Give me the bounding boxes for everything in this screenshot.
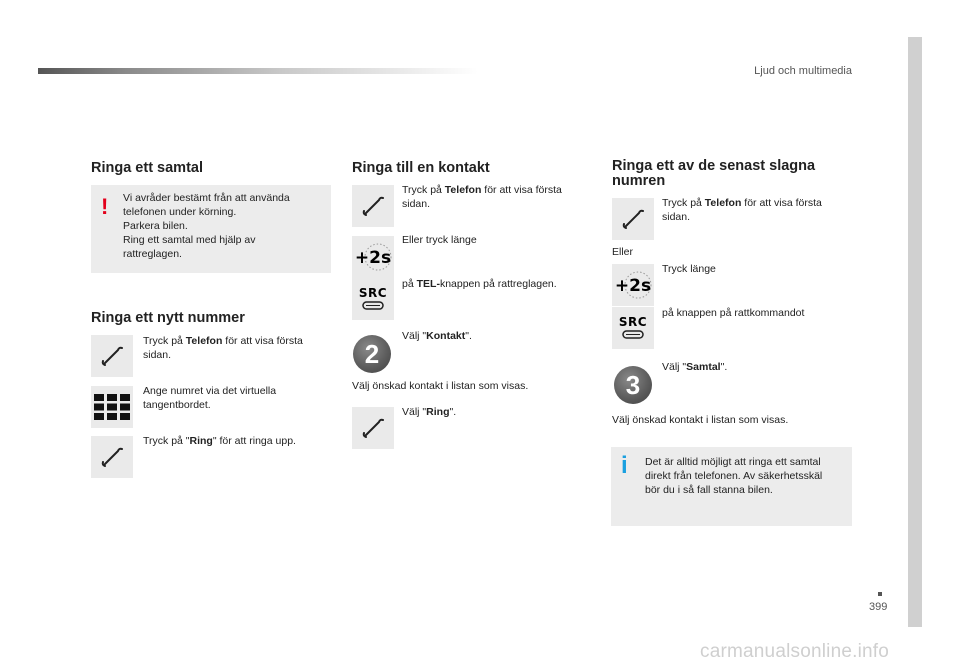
info-box bbox=[611, 447, 852, 526]
info-icon: i bbox=[621, 452, 628, 479]
keypad-icon bbox=[94, 394, 130, 420]
phone-icon bbox=[358, 413, 388, 443]
phone-icon-box bbox=[612, 198, 654, 240]
phone-icon-box bbox=[352, 407, 394, 449]
src-icon-box bbox=[352, 278, 394, 320]
step-number-3: 3 bbox=[614, 366, 652, 404]
heading-ringa-senast-slagna: Ringa ett av de senast slagna numren bbox=[612, 158, 816, 189]
page-number: 399 bbox=[869, 601, 888, 613]
phone-icon-box bbox=[352, 185, 394, 227]
col2-choose-contact-list: Välj önskad kontakt i listan som visas. bbox=[352, 380, 529, 392]
col2-tel-button-text: på TEL-knappen på rattreglagen. bbox=[402, 278, 557, 290]
src-button-icon bbox=[356, 284, 390, 314]
warning-text: Vi avråder bestämt från att använda telefonen under körning. Parkera bilen. Ring ett samtal med hjälp av rattreglagen. bbox=[123, 192, 290, 260]
phone-icon bbox=[618, 204, 648, 234]
long-press-icon-box bbox=[612, 264, 654, 306]
two-seconds-label: +2s bbox=[614, 276, 652, 296]
heading-ringa-till-en-kontakt: Ringa till en kontakt bbox=[352, 160, 490, 176]
src-label: SRC bbox=[618, 315, 648, 329]
page-marker bbox=[878, 592, 882, 596]
phone-icon bbox=[97, 341, 127, 371]
col3-choose-samtal: Välj "Samtal". bbox=[662, 361, 728, 373]
src-icon-box bbox=[612, 307, 654, 349]
phone-icon-box bbox=[91, 335, 133, 377]
long-press-icon-box bbox=[352, 236, 394, 278]
col3-choose-contact-list: Välj önskad kontakt i listan som visas. bbox=[612, 414, 789, 426]
page-side-strip bbox=[908, 37, 922, 627]
heading-ringa-ett-nytt-nummer: Ringa ett nytt nummer bbox=[91, 310, 245, 326]
col3-long-press: Tryck länge bbox=[662, 263, 716, 275]
heading-ringa-ett-samtal: Ringa ett samtal bbox=[91, 160, 203, 176]
col1-step3-text: Tryck på "Ring" för att ringa upp. bbox=[143, 435, 296, 447]
col3-on-button: på knappen på rattkommandot bbox=[662, 307, 805, 319]
col1-step2-text: Ange numret via det virtuella tangentbordet. bbox=[143, 385, 277, 411]
two-seconds-label: +2s bbox=[354, 248, 392, 268]
info-text: Det är alltid möjligt att ringa ett samtal direkt från telefonen. Av säkerhetsskäl bör du i så fall stanna bilen. bbox=[645, 456, 823, 496]
col3-step1-text: Tryck på Telefon för att visa första sidan. bbox=[662, 197, 822, 223]
col2-step1-text: Tryck på Telefon för att visa första sidan. bbox=[402, 184, 562, 210]
keypad-icon-box bbox=[91, 386, 133, 428]
phone-icon bbox=[358, 191, 388, 221]
col2-choose-ring: Välj "Ring". bbox=[402, 406, 457, 418]
long-press-icon bbox=[612, 264, 654, 306]
col2-or-long-press: Eller tryck länge bbox=[402, 234, 477, 246]
src-button-icon bbox=[616, 313, 650, 343]
long-press-icon bbox=[352, 236, 394, 278]
col3-or: Eller bbox=[612, 246, 634, 258]
phone-icon bbox=[97, 442, 127, 472]
watermark: carmanualsonline.info bbox=[700, 641, 890, 662]
phone-icon-box bbox=[91, 436, 133, 478]
col2-choose-kontakt: Välj "Kontakt". bbox=[402, 330, 472, 342]
col1-step1-text: Tryck på Telefon för att visa första sidan. bbox=[143, 335, 303, 361]
header-gradient-bar bbox=[38, 68, 478, 74]
warning-icon: ! bbox=[101, 194, 109, 219]
warning-box bbox=[91, 185, 331, 273]
step-number-2: 2 bbox=[353, 335, 391, 373]
section-title: Ljud och multimedia bbox=[754, 65, 852, 77]
src-label: SRC bbox=[358, 286, 388, 300]
